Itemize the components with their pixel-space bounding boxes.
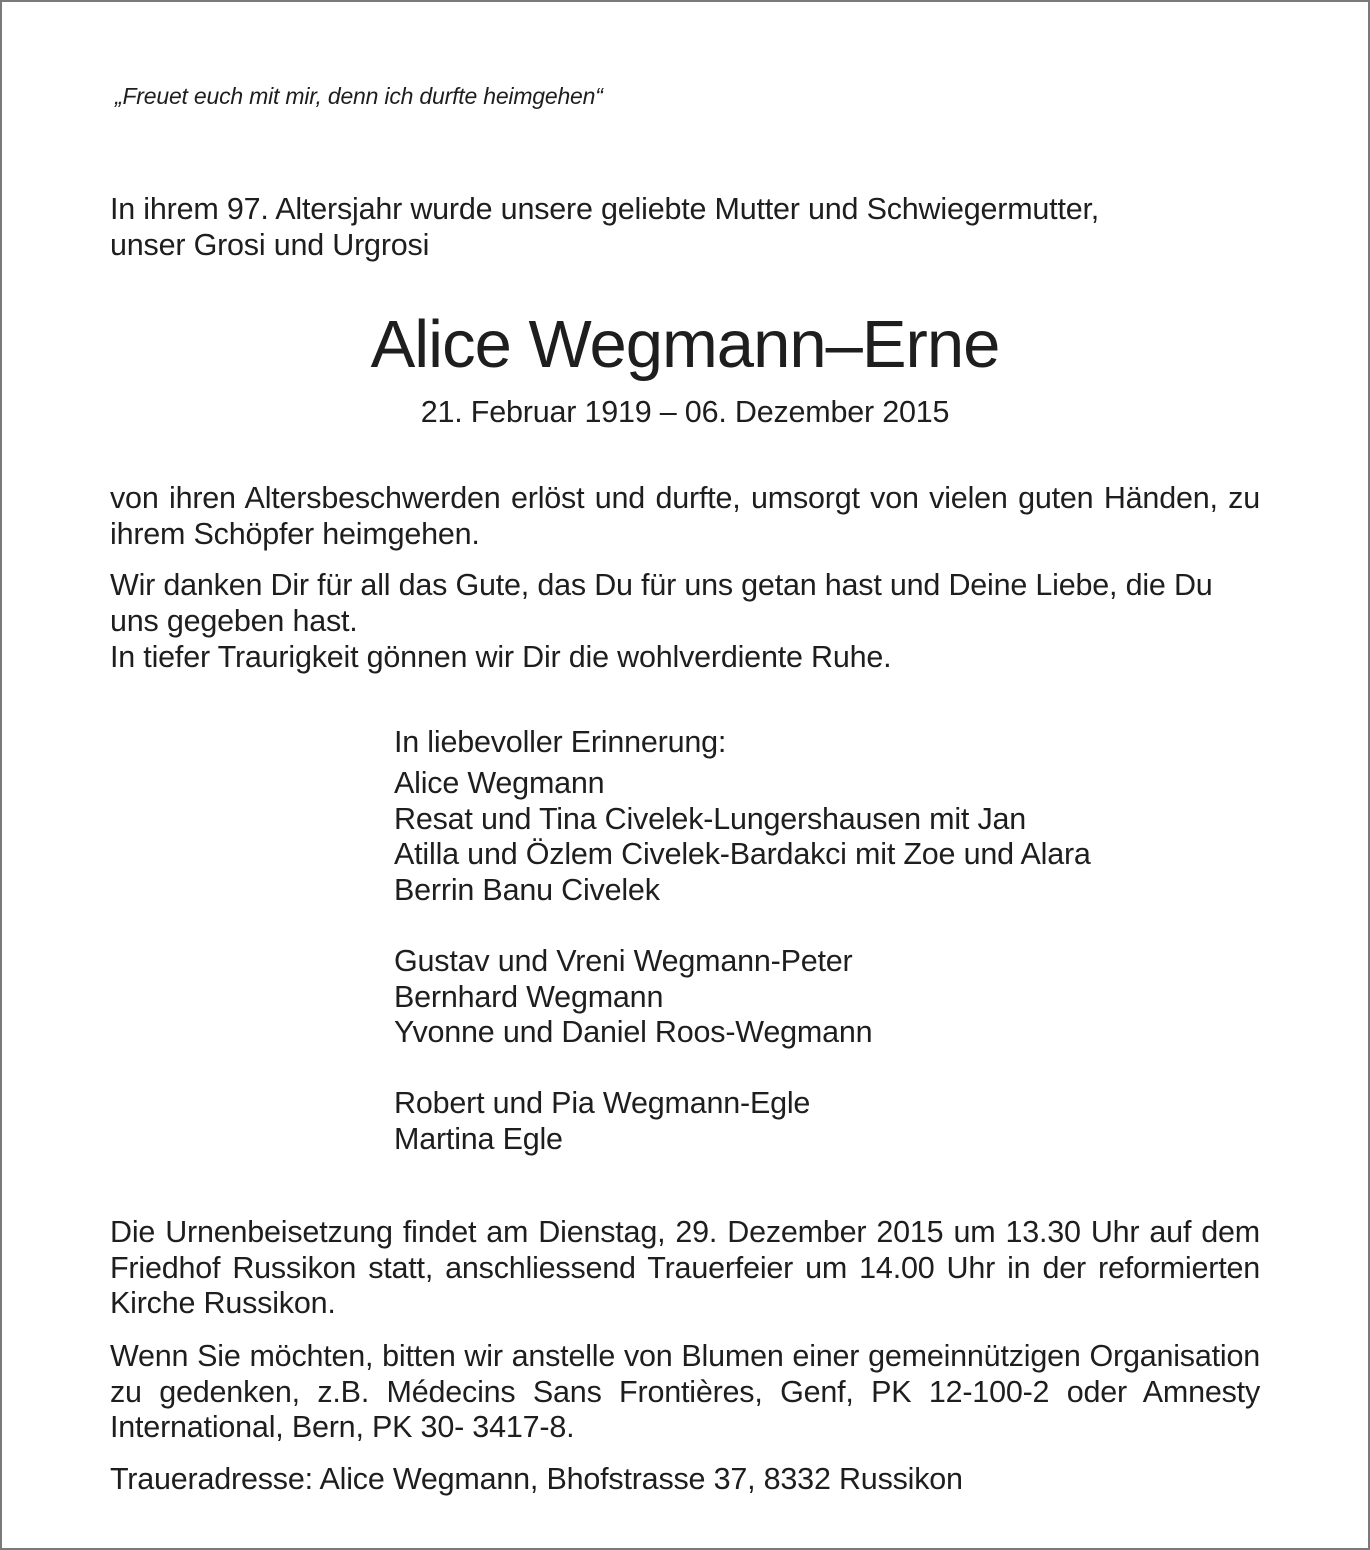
intro-text: [110, 192, 1260, 263]
mourner-group-1: [394, 766, 1294, 908]
mourner-name: Robert und Pia Wegmann-Egle: [394, 1086, 811, 1120]
donation-request: [110, 1339, 1260, 1446]
body-paragraph-3-text: In tiefer Traurigkeit gönnen wir Dir die wohlverdiente Ruhe.: [110, 640, 892, 674]
body-paragraph-2: [110, 568, 1260, 639]
address-text: Traueradresse: Alice Wegmann, Bhofstrasse 37, 8332 Russikon: [110, 1462, 963, 1496]
life-dates: 21. Februar 1919 – 06. Dezember 2015: [420, 395, 950, 429]
ceremony-text: Die Urnenbeisetzung findet am Dienstag, 29. Dezember 2015 um 13.30 Uhr auf dem Friedhof Russikon statt, anschliessend Trauerfeier um 14.00 Uhr in der reformierten Kirche Russikon.: [110, 1215, 1260, 1320]
mourner-name: Martina Egle: [394, 1121, 563, 1156]
mourner-group-3: [394, 1086, 1294, 1157]
deceased-name: Alice Wegmann–Erne: [370, 307, 1000, 382]
mourner-name: Resat und Tina Civelek-Lungershausen mit Jan: [394, 801, 1027, 836]
mourner-name: Alice Wegmann: [394, 766, 605, 800]
body-paragraph-2-text: Wir danken Dir für all das Gute, das Du für uns getan hast und Deine Liebe, die Du uns gegeben hast.: [110, 568, 1213, 638]
mourner-name: Gustav und Vreni Wegmann-Peter: [394, 944, 853, 978]
body-paragraph-1-text: von ihren Altersbeschwerden erlöst und durfte, umsorgt von vielen guten Händen, zu ihrem Schöpfer heimgehen.: [110, 481, 1260, 551]
intro-line-2: unser Grosi und Urgrosi: [110, 227, 430, 262]
intro-line-1: In ihrem 97. Altersjahr wurde unsere geliebte Mutter und Schwiegermutter,: [110, 192, 1100, 226]
donation-text: Wenn Sie möchten, bitten wir anstelle von Blumen einer gemeinnützigen Organisation zu gedenken, z.B. Médecins Sans Frontières, Genf, PK 12-100-2 oder Amnesty International, Bern, PK 30- 3417-8.: [110, 1339, 1260, 1444]
mourner-name: Bernhard Wegmann: [394, 979, 664, 1014]
mourner-name: Yvonne und Daniel Roos-Wegmann: [394, 1015, 873, 1049]
body-paragraph-3: [110, 640, 1260, 676]
body-paragraph-1: [110, 481, 1260, 552]
ceremony-info: [110, 1215, 1260, 1322]
motto-quote: „Freuet euch mit mir, denn ich durfte heimgehen“: [115, 83, 603, 109]
mourner-name: Berrin Banu Civelek: [394, 872, 660, 907]
mourning-address: [110, 1462, 1260, 1498]
mourner-name: Atilla und Özlem Civelek-Bardakci mit Zoe und Alara: [394, 837, 1091, 871]
memory-heading: In liebevoller Erinnerung:: [394, 725, 727, 759]
mourner-group-2: [394, 944, 1294, 1051]
